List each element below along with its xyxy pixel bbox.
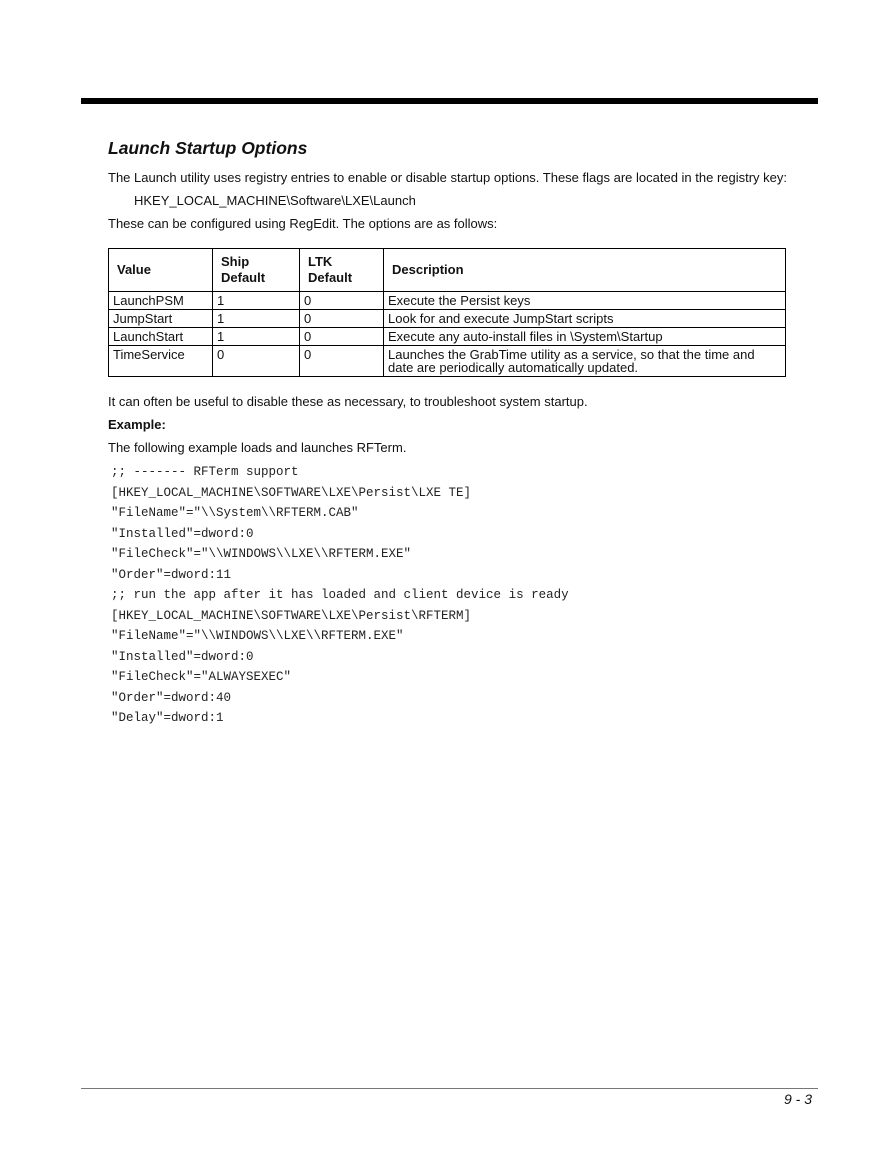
cell-value: LaunchStart: [109, 328, 213, 346]
table-row: [109, 292, 786, 310]
cell-ltk-default: 0: [300, 292, 384, 310]
code-line: "FileCheck"="\\WINDOWS\\LXE\\RFTERM.EXE": [111, 547, 412, 561]
table-header-row: [109, 249, 786, 292]
column-header-ship-default: Ship Default: [213, 249, 300, 292]
header-rule: [81, 98, 818, 104]
column-header-ltk-default: LTK Default: [300, 249, 384, 292]
cell-value: JumpStart: [109, 310, 213, 328]
code-line: [HKEY_LOCAL_MACHINE\SOFTWARE\LXE\Persist\LXE TE]: [111, 485, 472, 500]
code-line: ;; ------- RFTerm support: [111, 465, 299, 479]
cell-value: LaunchPSM: [109, 292, 213, 310]
code-line: "FileName"="\\System\\RFTERM.CAB": [111, 506, 359, 520]
options-table: [108, 248, 786, 377]
page-content: [108, 138, 788, 729]
example-description: The following example loads and launches RFTerm.: [108, 440, 407, 455]
code-block: [108, 462, 788, 729]
code-line: "FileName"="\\WINDOWS\\LXE\\RFTERM.EXE": [111, 629, 404, 643]
cell-ship-default: 1: [213, 310, 300, 328]
cell-ship-default: 0: [213, 346, 300, 377]
code-line: "Installed"=dword:0: [111, 649, 254, 664]
registry-key: HKEY_LOCAL_MACHINE\Software\LXE\Launch: [134, 193, 416, 208]
troubleshoot-paragraph: It can often be useful to disable these as necessary, to troubleshoot system startup.: [108, 394, 588, 409]
column-header-value: Value: [109, 249, 213, 292]
code-line: "Order"=dword:11: [111, 567, 232, 582]
footer-rule: [81, 1088, 818, 1089]
cell-ltk-default: 0: [300, 328, 384, 346]
configure-paragraph: These can be configured using RegEdit. The options are as follows:: [108, 216, 498, 231]
code-line: ;; run the app after it has loaded and client device is ready: [111, 588, 569, 602]
cell-description: Look for and execute JumpStart scripts: [384, 310, 786, 328]
page-number: 9 - 3: [783, 1091, 812, 1107]
cell-ltk-default: 0: [300, 310, 384, 328]
cell-ltk-default: 0: [300, 346, 384, 377]
cell-value: TimeService: [109, 346, 213, 377]
table-row: [109, 346, 786, 377]
section-title: Launch Startup Options: [108, 138, 308, 158]
code-line: "FileCheck"="ALWAYSEXEC": [111, 670, 292, 684]
cell-ship-default: 1: [213, 292, 300, 310]
code-line: [HKEY_LOCAL_MACHINE\SOFTWARE\LXE\Persist\RFTERM]: [111, 608, 472, 623]
code-line: "Order"=dword:40: [111, 690, 232, 705]
intro-paragraph: The Launch utility uses registry entries to enable or disable startup options. These flags are located in the registry key:: [108, 170, 788, 185]
cell-description: Launches the GrabTime utility as a service, so that the time and date are periodically automatically updated.: [384, 346, 786, 377]
column-header-description: Description: [384, 249, 786, 292]
cell-ship-default: 1: [213, 328, 300, 346]
table-row: [109, 328, 786, 346]
code-line: "Delay"=dword:1: [111, 711, 224, 725]
cell-description: Execute any auto-install files in \System\Startup: [384, 328, 786, 346]
table-row: [109, 310, 786, 328]
example-label: Example:: [108, 417, 166, 432]
code-line: "Installed"=dword:0: [111, 526, 254, 541]
cell-description: Execute the Persist keys: [384, 292, 786, 310]
